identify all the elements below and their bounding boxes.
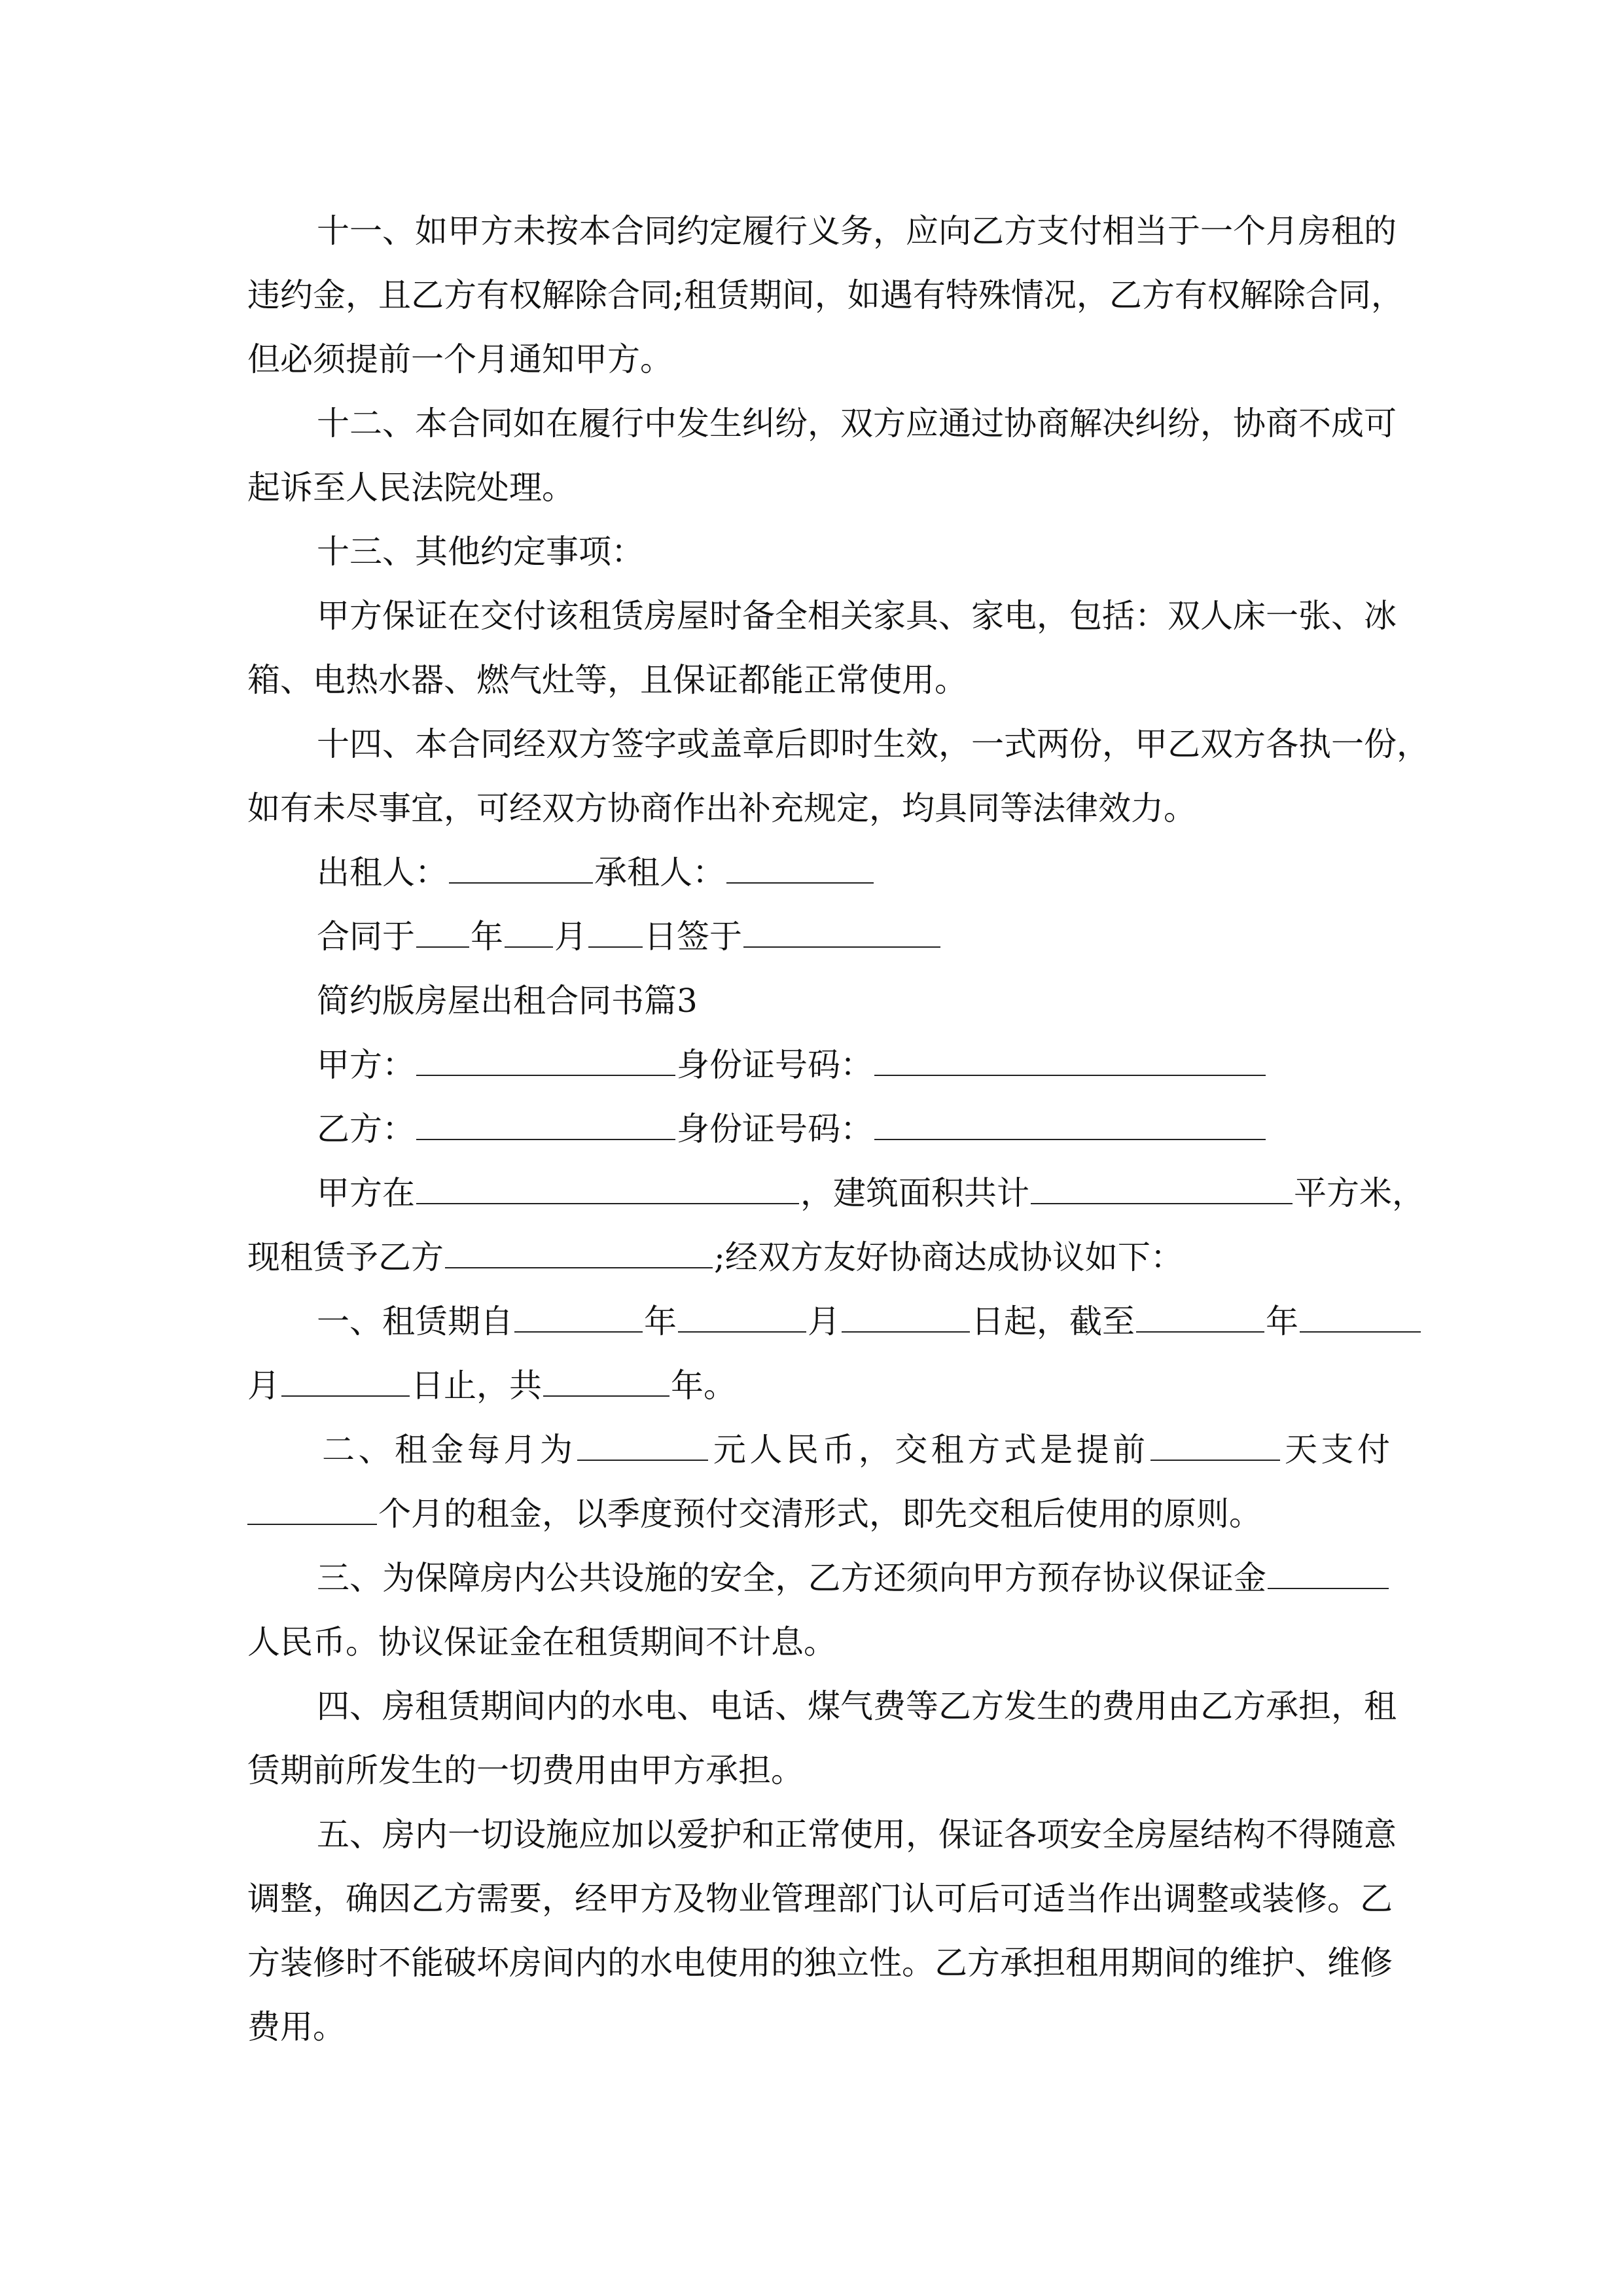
clause-2-line (247, 1418, 1390, 1482)
intro-line (247, 1225, 1390, 1289)
clause-text: 一、租赁期自 (317, 1302, 513, 1340)
clause-14-line: 如有未尽事宜，可经双方协商作出补充规定，均具同等法律效力。 (247, 789, 1196, 827)
date-line (247, 905, 1390, 969)
clause-3-line (247, 1546, 1390, 1610)
intro-text: ;经双方友好协商达成协议如下： (714, 1238, 1183, 1276)
clause-5-line: 费用。 (247, 2008, 346, 2046)
address-blank[interactable] (416, 1164, 799, 1204)
clause-1-line (247, 1354, 1390, 1418)
clause-text: 年 (1266, 1302, 1298, 1340)
clause-11-line: 但必须提前一个月通知甲方。 (247, 340, 673, 378)
end-year-blank[interactable] (1136, 1292, 1264, 1333)
months-blank[interactable] (247, 1484, 377, 1525)
document-page (247, 199, 1429, 2059)
place-blank[interactable] (743, 907, 940, 948)
lessor-label: 出租人： (317, 853, 448, 891)
signed-on-label: 合同于 (317, 918, 415, 956)
clause-11-line: 十一、如甲方未按本合同约定履行义务，应向乙方支付相当于一个月房租的 (317, 212, 1397, 250)
party-b-label: 乙方： (317, 1110, 415, 1148)
clause-text: 年。 (671, 1367, 736, 1405)
clause-14-line: 十四、本合同经双方签字或盖章后即时生效，一式两份，甲乙双方各执一份， (317, 725, 1429, 763)
clause-text: 三、为保障房内公共设施的安全，乙方还须向甲方预存协议保证金 (317, 1559, 1266, 1597)
year-blank[interactable] (416, 907, 469, 948)
party-a-id-blank[interactable] (874, 1035, 1266, 1076)
rent-blank[interactable] (577, 1420, 708, 1461)
day-signed-at-label: 日签于 (644, 918, 742, 956)
lessor-blank[interactable] (449, 843, 593, 884)
party-a-id-label: 身份证号码： (677, 1046, 873, 1084)
year-label: 年 (471, 918, 503, 956)
start-year-blank[interactable] (514, 1292, 643, 1333)
clause-3-line: 人民币。协议保证金在租赁期间不计息。 (247, 1623, 836, 1661)
lessee-label: 承租人： (594, 853, 725, 891)
intro-text: ，建筑面积共计 (800, 1174, 1029, 1212)
clause-13-line: 箱、电热水器、燃气灶等，且保证都能正常使用。 (247, 661, 967, 699)
clause-text: 天支付 (1281, 1431, 1391, 1469)
party-a-blank[interactable] (416, 1035, 675, 1076)
end-month-blank[interactable] (1300, 1292, 1421, 1333)
party-a-label: 甲方： (317, 1046, 415, 1084)
start-day-blank[interactable] (842, 1292, 970, 1333)
party-b-name-blank[interactable] (445, 1228, 713, 1268)
end-day-blank[interactable] (281, 1356, 410, 1397)
area-blank[interactable] (1031, 1164, 1293, 1204)
signature-line (247, 840, 1390, 905)
lessee-blank[interactable] (726, 843, 874, 884)
term-years-blank[interactable] (543, 1356, 669, 1397)
clause-4-line: 赁期前所发生的一切费用由甲方承担。 (247, 1751, 804, 1789)
clause-text: 元人民币，交租方式是提前 (709, 1431, 1149, 1469)
clause-4-line: 四、房租赁期间内的水电、电话、煤气费等乙方发生的费用由乙方承担，租 (317, 1687, 1397, 1725)
clause-text: 日止，共 (411, 1367, 542, 1405)
clause-12-line: 十二、本合同如在履行中发生纠纷，双方应通过协商解决纠纷，协商不成可 (317, 404, 1397, 442)
month-label: 月 (554, 918, 587, 956)
clause-text: 个月的租金，以季度预付交清形式，即先交租后使用的原则。 (378, 1495, 1262, 1533)
clause-5-line: 方装修时不能破坏房间内的水电使用的独立性。乙方承担租用期间的维护、维修 (247, 1944, 1393, 1982)
intro-line (247, 1161, 1425, 1225)
clause-text: 二、租金每月为 (322, 1431, 577, 1469)
clause-text: 年 (644, 1302, 677, 1340)
day-blank[interactable] (588, 907, 643, 948)
clause-text: 月 (808, 1302, 840, 1340)
intro-text: 平方米， (1294, 1174, 1425, 1212)
clause-text: 月 (247, 1367, 280, 1405)
clause-13-line: 甲方保证在交付该租赁房屋时备全相关家具、家电，包括：双人床一张、冰 (317, 597, 1397, 635)
clause-text: 日起，截至 (971, 1302, 1135, 1340)
days-blank[interactable] (1150, 1420, 1280, 1461)
party-b-id-blank[interactable] (874, 1100, 1266, 1140)
clause-5-line: 调整，确因乙方需要，经甲方及物业管理部门认可后可适当作出调整或装修。乙 (247, 1880, 1393, 1918)
clause-13-heading: 十三、其他约定事项： (317, 533, 644, 571)
clause-11-line: 违约金，且乙方有权解除合同;租赁期间，如遇有特殊情况，乙方有权解除合同， (247, 276, 1404, 314)
month-blank[interactable] (505, 907, 553, 948)
clause-5-line: 五、房内一切设施应加以爱护和正常使用，保证各项安全房屋结构不得随意 (317, 1816, 1397, 1854)
party-b-line (247, 1097, 1390, 1161)
clause-2-line (247, 1482, 1390, 1546)
clause-12-line: 起诉至人民法院处理。 (247, 469, 575, 507)
start-month-blank[interactable] (678, 1292, 806, 1333)
party-b-blank[interactable] (416, 1100, 675, 1140)
party-b-id-label: 身份证号码： (677, 1110, 873, 1148)
intro-text: 甲方在 (317, 1174, 415, 1212)
party-a-line (247, 1033, 1390, 1097)
section-heading: 简约版房屋出租合同书篇3 (317, 982, 698, 1020)
intro-text: 现租赁予乙方 (247, 1238, 444, 1276)
deposit-blank[interactable] (1268, 1549, 1389, 1589)
clause-1-line (247, 1289, 1390, 1354)
